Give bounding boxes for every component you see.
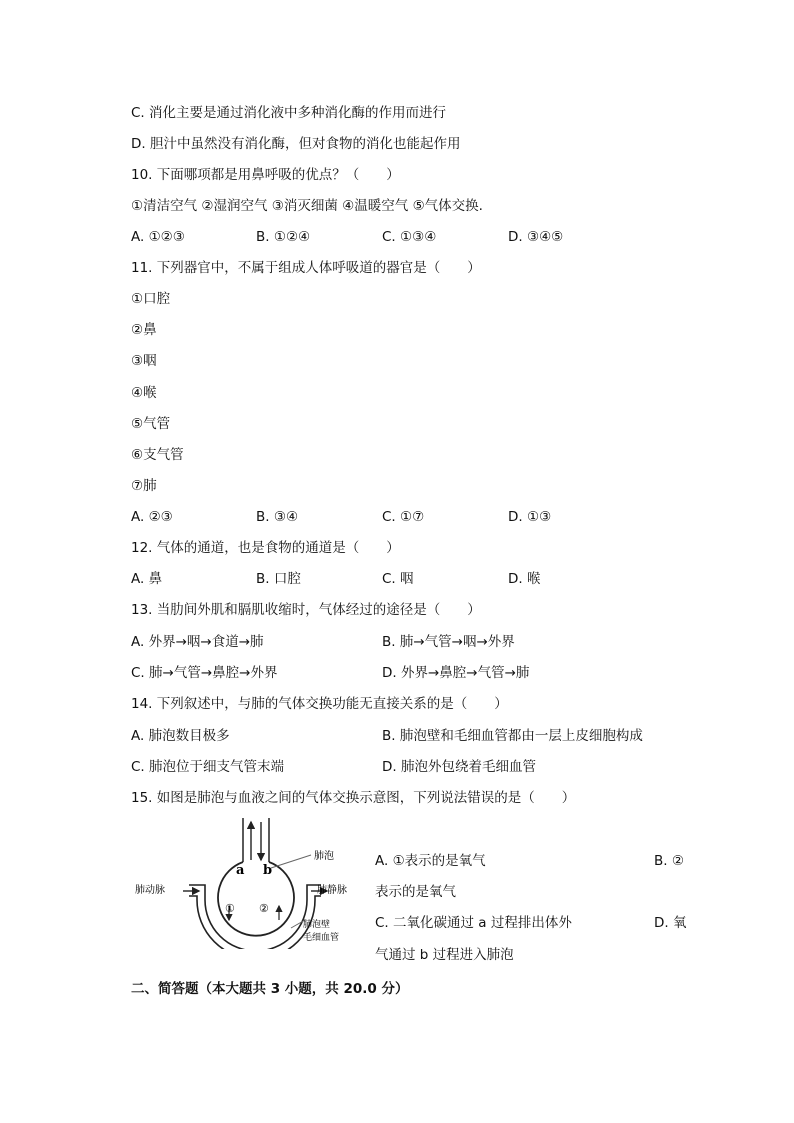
q14-option-c: C. 肺泡位于细支气管末端: [131, 759, 285, 775]
q11-option-c: C. ①⑦: [382, 509, 425, 525]
q11-item-2: ②鼻: [131, 322, 157, 338]
question-13: 13. 当肋间外肌和膈肌收缩时，气体经过的途径是（ ）: [131, 602, 481, 618]
q12-option-d: D. 喉: [508, 571, 541, 587]
q11-item-3: ③咽: [131, 353, 157, 369]
q14-option-b: B. 肺泡壁和毛细血管都由一层上皮细胞构成: [382, 728, 643, 744]
q15-option-b-cont: 表示的是氧气: [375, 884, 456, 900]
q11-item-4: ④喉: [131, 385, 157, 401]
q15-option-d-cont: 气通过 b 过程进入肺泡: [375, 947, 514, 963]
q10-option-d: D. ③④⑤: [508, 229, 564, 245]
label-alveolar-wall: 肺泡壁: [303, 920, 331, 930]
question-11: 11. 下列器官中，不属于组成人体呼吸道的器官是（ ）: [131, 260, 481, 276]
q10-option-c: C. ①③④: [382, 229, 437, 245]
q11-option-a: A. ②③: [131, 509, 173, 525]
q11-item-5: ⑤气管: [131, 416, 171, 432]
q15-option-d-start: D. 氧: [654, 915, 687, 931]
q11-item-1: ①口腔: [131, 291, 171, 307]
q11-option-b: B. ③④: [256, 509, 299, 525]
q11-item-6: ⑥支气管: [131, 447, 184, 463]
q13-option-b: B. 肺→气管→咽→外界: [382, 634, 515, 650]
label-1: ①: [225, 902, 235, 915]
label-capillary: 毛细血管: [303, 933, 340, 943]
label-b: b: [263, 863, 273, 878]
question-10-items: ①清洁空气 ②湿润空气 ③消灭细菌 ④温暖空气 ⑤气体交换.: [131, 198, 483, 214]
q12-option-a: A. 鼻: [131, 571, 163, 587]
q10-option-b: B. ①②④: [256, 229, 311, 245]
option-d-prev: D. 胆汁中虽然没有消化酶，但对食物的消化也能起作用: [131, 136, 461, 152]
label-a: a: [236, 863, 245, 878]
q12-option-c: C. 咽: [382, 571, 414, 587]
label-pulmonary-artery: 肺动脉: [135, 885, 165, 896]
question-10: 10. 下面哪项都是用鼻呼吸的优点？（ ）: [131, 167, 400, 183]
q15-option-a: A. ①表示的是氧气: [375, 853, 486, 869]
q15-option-c: C. 二氧化碳通过 a 过程排出体外: [375, 915, 572, 931]
alveolus-gas-exchange-diagram: [131, 812, 363, 949]
question-15: 15. 如图是肺泡与血液之间的气体交换示意图，下列说法错误的是（ ）: [131, 790, 576, 806]
q14-option-d: D. 肺泡外包绕着毛细血管: [382, 759, 536, 775]
question-12: 12. 气体的通道，也是食物的通道是（ ）: [131, 540, 400, 556]
q13-option-c: C. 肺→气管→鼻腔→外界: [131, 665, 278, 681]
q10-option-a: A. ①②③: [131, 229, 185, 245]
q13-option-d: D. 外界→鼻腔→气管→肺: [382, 665, 530, 681]
q13-option-a: A. 外界→咽→食道→肺: [131, 634, 264, 650]
q11-item-7: ⑦肺: [131, 478, 157, 494]
q14-option-a: A. 肺泡数目极多: [131, 728, 230, 744]
label-2: ②: [259, 902, 269, 915]
label-alveolus: 肺泡: [314, 851, 334, 862]
q15-option-b-start: B. ②: [654, 853, 684, 869]
label-pulmonary-vein: 肺静脉: [317, 885, 347, 896]
question-14: 14. 下列叙述中，与肺的气体交换功能无直接关系的是（ ）: [131, 696, 508, 712]
q12-option-b: B. 口腔: [256, 571, 301, 587]
option-c-prev: C. 消化主要是通过消化液中多种消化酶的作用而进行: [131, 105, 447, 121]
section-heading: 二、简答题（本大题共 3 小题，共 20.0 分）: [131, 981, 409, 997]
q11-option-d: D. ①③: [508, 509, 552, 525]
